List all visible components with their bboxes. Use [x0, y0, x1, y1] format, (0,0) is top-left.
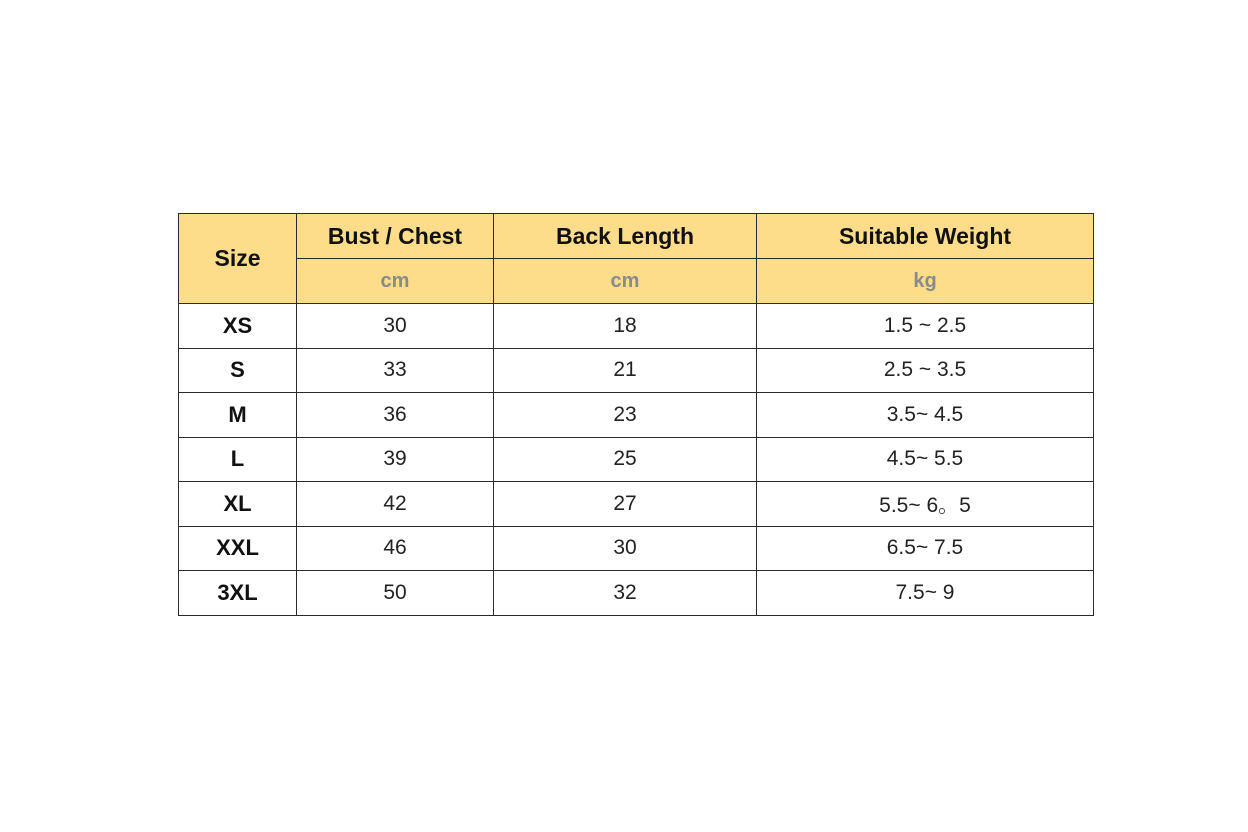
cell-bust: 50	[297, 571, 494, 616]
table-row	[179, 571, 1094, 616]
cell-back-length: 30	[494, 526, 757, 571]
header-back-length: Back Length	[494, 214, 757, 259]
header-suitable-weight: Suitable Weight	[757, 214, 1094, 259]
cell-size: 3XL	[179, 571, 297, 616]
cell-weight: 2.5 ~ 3.5	[757, 348, 1094, 393]
cell-bust: 46	[297, 526, 494, 571]
table-row	[179, 393, 1094, 438]
unit-row	[179, 259, 1094, 304]
table-row	[179, 526, 1094, 571]
cell-back-length: 25	[494, 437, 757, 482]
table-row	[179, 437, 1094, 482]
cell-weight: 7.5~ 9	[757, 571, 1094, 616]
header-bust: Bust / Chest	[297, 214, 494, 259]
cell-size: M	[179, 393, 297, 438]
cell-size: XXL	[179, 526, 297, 571]
table-header	[179, 214, 1094, 304]
cell-weight: 1.5 ~ 2.5	[757, 304, 1094, 349]
table-row	[179, 482, 1094, 527]
cell-size: S	[179, 348, 297, 393]
unit-back-length: cm	[494, 259, 757, 304]
cell-weight: 4.5~ 5.5	[757, 437, 1094, 482]
cell-back-length: 18	[494, 304, 757, 349]
cell-back-length: 32	[494, 571, 757, 616]
header-row	[179, 214, 1094, 259]
cell-bust: 33	[297, 348, 494, 393]
cell-bust: 39	[297, 437, 494, 482]
cell-bust: 36	[297, 393, 494, 438]
cell-weight: 3.5~ 4.5	[757, 393, 1094, 438]
cell-back-length: 23	[494, 393, 757, 438]
cell-size: L	[179, 437, 297, 482]
table-body	[179, 304, 1094, 616]
cell-back-length: 21	[494, 348, 757, 393]
cell-back-length: 27	[494, 482, 757, 527]
cell-size: XL	[179, 482, 297, 527]
size-chart-table	[178, 213, 1094, 616]
cell-weight: 5.5~ 6。5	[757, 482, 1094, 527]
unit-weight: kg	[757, 259, 1094, 304]
header-size: Size	[179, 214, 297, 304]
cell-bust: 42	[297, 482, 494, 527]
cell-size: XS	[179, 304, 297, 349]
cell-bust: 30	[297, 304, 494, 349]
table-row	[179, 304, 1094, 349]
table-row	[179, 348, 1094, 393]
unit-bust: cm	[297, 259, 494, 304]
cell-weight: 6.5~ 7.5	[757, 526, 1094, 571]
